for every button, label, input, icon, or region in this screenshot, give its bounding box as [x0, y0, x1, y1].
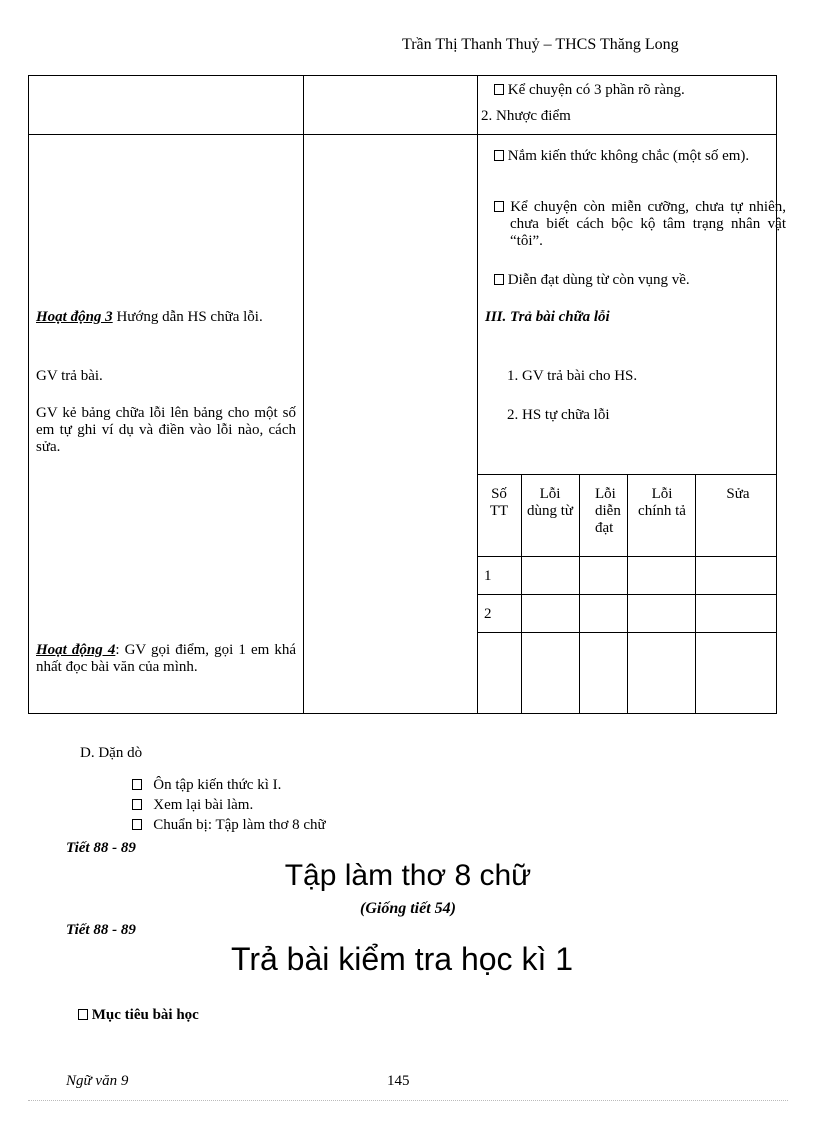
page-number: 145 [387, 1073, 410, 1089]
column-divider [477, 76, 478, 713]
error-header-expression: Lỗi diễn đạt [595, 486, 621, 536]
list-item: Xem lại bài làm. [132, 795, 326, 815]
activity-paragraph: GV kẻ bảng chữa lỗi lên bảng cho một số em tự ghi ví dụ và điền vào lỗi nào, cách sửa. [36, 405, 296, 455]
error-header-spelling: Lỗi chính tả [638, 486, 686, 519]
weakness-bullet: Diễn đạt dùng từ còn vụng về. [494, 272, 770, 289]
activity-label: Hoạt động 4 [36, 642, 116, 658]
error-header-word: Lỗi dùng từ [526, 486, 574, 519]
bullet-box-icon [132, 819, 142, 830]
lesson-table [28, 75, 786, 714]
list-item: Ôn tập kiến thức kì I. [132, 775, 326, 795]
bullet-box-icon [132, 799, 142, 810]
bullet-box-icon [78, 1009, 88, 1020]
footer-subject: Ngữ văn 9 [66, 1073, 129, 1089]
error-row-number: 1 [484, 568, 492, 584]
error-table-col-line [521, 474, 522, 713]
error-table-col-line [579, 474, 580, 713]
page-bottom-rule [28, 1100, 788, 1101]
activity-label: Hoạt động 3 [36, 309, 113, 325]
error-row-number: 2 [484, 606, 492, 622]
activity-4: Hoạt động 4: GV gọi điểm, gọi 1 em khá nhất đọc bài văn của mình. [36, 642, 297, 675]
bullet-box-icon [494, 274, 504, 285]
column-divider [303, 76, 304, 713]
list-item: Chuẩn bị: Tập làm thơ 8 chữ [132, 815, 326, 835]
weakness-bullet: Kể chuyện còn miễn cưỡng, chưa tự nhiên, chưa biết cách bộc kộ tâm trạng nhân vật “tôi”. [494, 199, 786, 250]
error-table-col-line [627, 474, 628, 713]
row-divider [29, 134, 776, 135]
page-header: Trần Thị Thanh Thuỷ – THCS Thăng Long [402, 36, 679, 53]
weakness-bullet: Nắm kiến thức không chắc (một số em). [494, 148, 786, 165]
strength-bullet: Kể chuyện có 3 phần rõ ràng. [494, 82, 772, 99]
activity-3: Hoạt động 3 Hướng dẫn HS chữa lỗi. [36, 309, 263, 325]
bullet-box-icon [132, 779, 142, 790]
lesson-subtitle: (Giống tiết 54) [360, 900, 456, 917]
homework-title: D. Dặn dò [80, 745, 143, 761]
step-item: 1. GV trả bài cho HS. [507, 368, 638, 384]
error-table-col-line [695, 474, 696, 713]
error-header-stt: Số TT [489, 486, 509, 519]
error-header-fix: Sửa [726, 486, 750, 502]
bullet-box-icon [494, 84, 504, 95]
period-label: Tiết 88 - 89 [66, 922, 136, 938]
bullet-box-icon [494, 201, 504, 212]
lesson-title: Tập làm thơ 8 chữ [284, 859, 532, 892]
objectives-heading: Mục tiêu bài học [78, 1007, 199, 1024]
step-item: 2. HS tự chữa lỗi [507, 407, 610, 423]
period-label: Tiết 88 - 89 [66, 840, 136, 856]
lesson-title: Trả bài kiểm tra học kì 1 [230, 941, 574, 977]
homework-list [132, 775, 326, 835]
bullet-box-icon [494, 150, 504, 161]
weakness-heading: 2. Nhược điểm [481, 108, 571, 124]
section-iii-title: III. Trả bài chữa lỗi [485, 309, 610, 325]
activity-paragraph: GV trả bài. [36, 368, 103, 384]
